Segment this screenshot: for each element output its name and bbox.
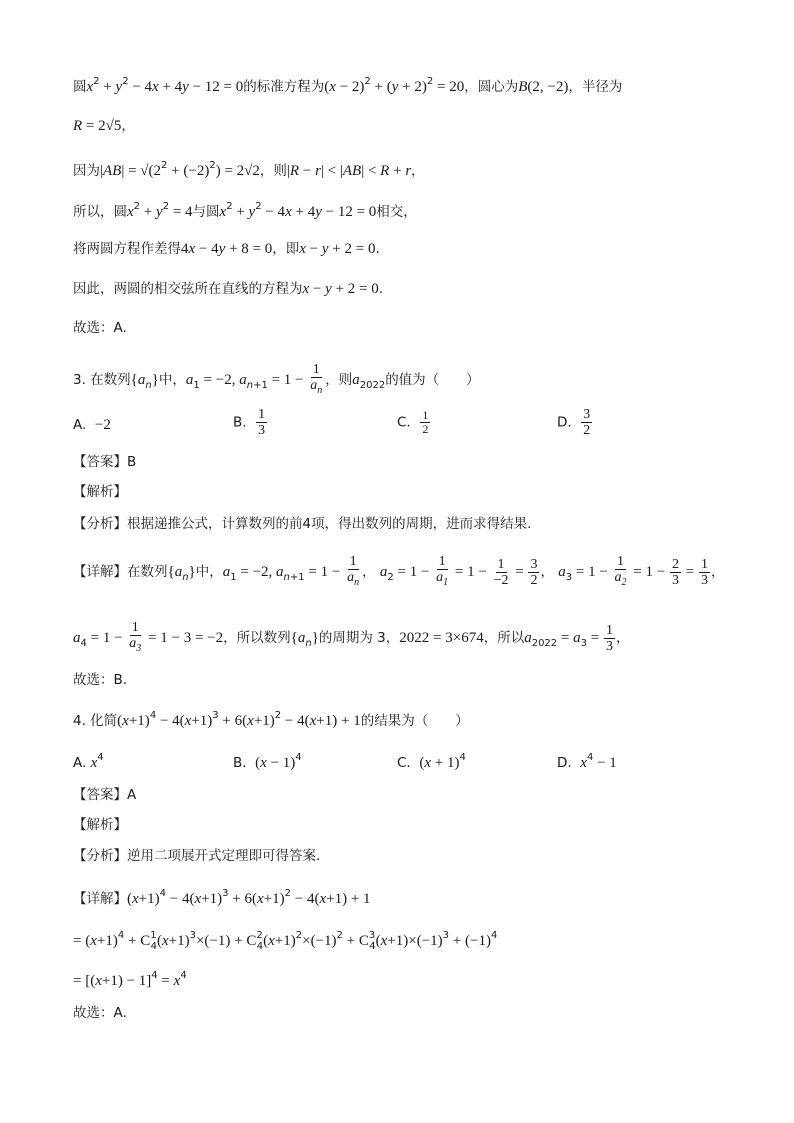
- q4-detail-line-3: = $[(x+1) - 1]^4 = x^4$: [73, 970, 187, 989]
- q3-analysis-heading: 【解析】: [73, 484, 127, 500]
- q3-option-d: D. $\frac{3}{2}$: [557, 407, 591, 438]
- q3-option-a: A. −2: [73, 417, 111, 433]
- solution-line-subtract-equations: 将两圆方程作差得4x − 4y + 8 = 0，即x − y + 2 = 0.: [73, 241, 380, 257]
- q4-detail-line-1: 【详解】$(x+1)^4 - 4(x+1)^3 + 6(x+1)^2 - 4(x+1) + 1$: [73, 888, 371, 907]
- q4-detail-line-2: = $(x+1)^4 + C^1_4(x+1)^3\times(-1) + C^2_4(x+1)^2\times(-1)^2 + C^3_4(x+1)\times(-1)^3 + (-1)^4$: [73, 930, 498, 952]
- solution-line-common-chord: 因此，两圆的相交弦所在直线的方程为x − y + 2 = 0.: [73, 281, 384, 297]
- solution-line-circle-standard-form: 圆$x^2 + y^2 - 4x + 4y - 12 = 0$的标准方程为$(x - 2)^2 + (y + 2)^2 = 20$，圆心为B(2, −2)，半径为: [73, 76, 623, 95]
- solution-line-distance-ab: 因为$|AB| = √(2^2 + (-2)^2) = 2√2$，则|R − r| < |AB| < R + r，: [73, 160, 425, 179]
- q4-option-c: C. $(x + 1)^4$: [397, 752, 466, 771]
- q3-answer: 【答案】B: [73, 454, 137, 470]
- q3-analysis: 【分析】根据递推公式，计算数列的前4项，得出数列的周期，进而求得结果.: [73, 516, 532, 532]
- question-3-stem: 3. 在数列$\{a_n\}$中，$a_1 = -2$, $a_{n+1} = 1$ − $\frac{1}{a_n}$ ，则$a_{2022}$的值为（ ）: [73, 362, 480, 396]
- solution-line-radius: R = 2√5，: [73, 118, 135, 134]
- q4-analysis: 【分析】逆用二项展开式定理即可得答案.: [73, 848, 321, 864]
- q4-answer: 【答案】A: [73, 787, 137, 803]
- q3-end: 故选：B.: [73, 672, 128, 688]
- q4-option-b: B. $(x - 1)^4$: [233, 752, 302, 771]
- q3-detail-line-1: 【详解】在数列$\{a_n\}$中，$a_1 = -2$, $a_{n+1} = 1$ − $\frac{1}{a_n}$ ， $a_2 = 1$ − $\frac{1}{a_1}$ = 1 − $\frac{1}{-2}$ = $\frac{3}{2}$ ， $a_3 = 1$ − $\frac{1}{a_2}$ = 1 − $\frac{2}{3}$ = $\frac{1}{3}$ ，: [73, 554, 725, 588]
- q3-option-b: B. $\frac{1}{3}$: [233, 407, 266, 438]
- q3-option-c: C. $\frac{1}{2}$: [397, 408, 429, 436]
- q4-option-d: D. $x^4 - 1$: [557, 752, 617, 771]
- q4-end: 故选：A.: [73, 1005, 127, 1021]
- q3-detail-line-2: $a_4 = 1$ − $\frac{1}{a_3}$ = 1 − 3 = −2，所以数列$\{a_n\}$的周期为 3，2022 = 3×674，所以$a_{2022} = a_3$ = $\frac{1}{3}$ ，: [73, 620, 630, 654]
- solution-line-circles-intersect: 所以，圆$x^2 + y^2 = 4$与圆$x^2 + y^2 - 4x + 4y - 12 = 0$相交，: [73, 201, 417, 220]
- q4-option-a: A. $x^4$: [73, 752, 104, 771]
- q4-analysis-heading: 【解析】: [73, 817, 127, 833]
- answer-choice-line: 故选：A.: [73, 320, 127, 336]
- question-4-stem: 4. 化简$(x+1)^4 - 4(x+1)^3 + 6(x+1)^2 - 4(x+1) + 1$的结果为（ ）: [73, 710, 469, 729]
